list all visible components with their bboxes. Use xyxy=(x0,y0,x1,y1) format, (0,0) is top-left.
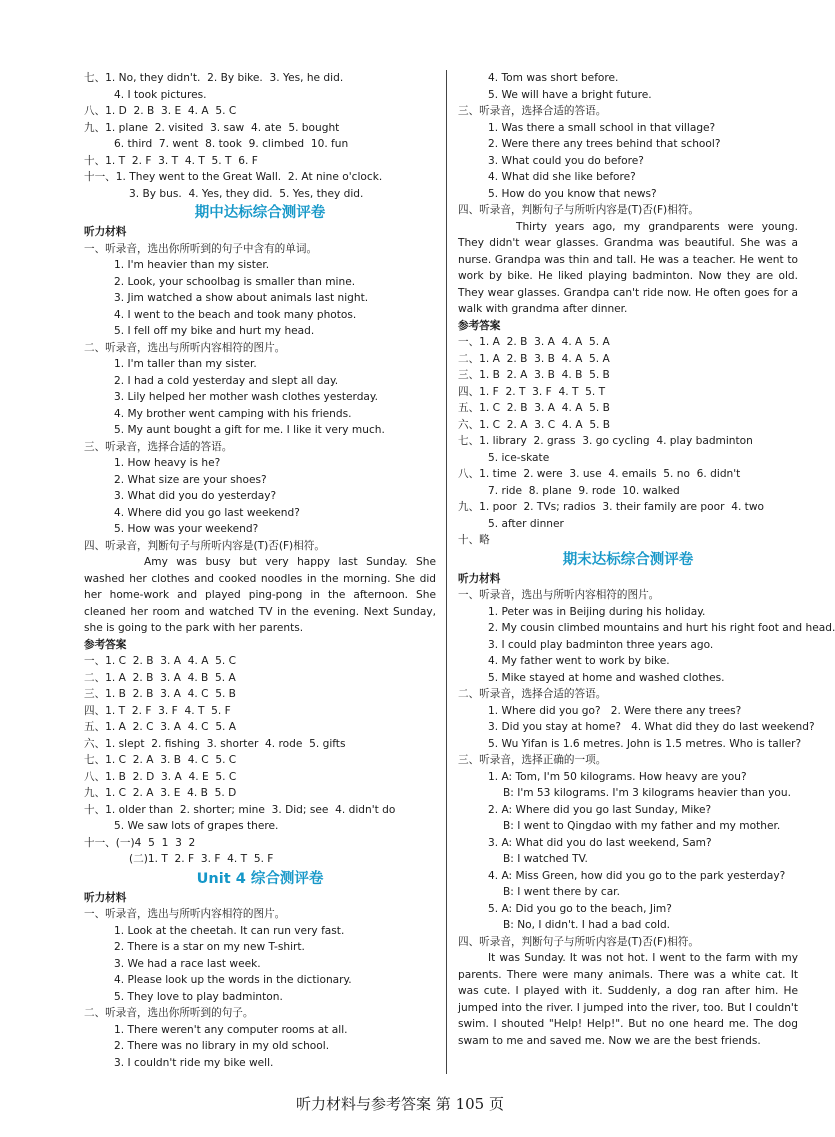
listening-line: 2. Look, your schoolbag is smaller than mine. xyxy=(114,275,356,288)
dialogue-line: 5. A: Did you go to the beach, Jim? xyxy=(488,902,672,915)
answer-line: 二、1. A 2. B 3. B 4. A 5. A xyxy=(458,352,610,365)
answer-line: 4. I took pictures. xyxy=(114,88,207,101)
dialogue-line: B: I watched TV. xyxy=(503,853,588,865)
midterm-passage: Amy was busy but very happy last Sunday. She washed her clothes and cooked noodles in the morning. She did her home-work and played ping-pong in the afternoon. She cleaned her room and watched TV in the evening. Next Sunday, she is going to the park with her parents. xyxy=(84,556,436,634)
answer-line: 四、1. F 2. T 3. F 4. T 5. T xyxy=(458,385,606,398)
left-column xyxy=(84,70,436,1071)
listening-line: 5. They love to play badminton. xyxy=(114,990,283,1003)
listening-line: 2. My cousin climbed mountains and hurt his right foot and head. xyxy=(488,622,835,634)
answer-line: 九、1. plane 2. visited 3. saw 4. ate 5. bought xyxy=(84,121,340,134)
listening-line: 5. How do you know that news? xyxy=(488,187,657,200)
question-heading: 一、听录音，选出你所听到的句子中含有的单词。 xyxy=(84,242,318,255)
answer-line: 6. third 7. went 8. took 9. climbed 10. fun xyxy=(114,138,349,150)
answer-line: 二、1. A 2. B 3. A 4. B 5. A xyxy=(84,671,236,684)
listening-line: 2. There was no library in my old school. xyxy=(114,1040,330,1052)
answer-line: 四、1. T 2. F 3. F 4. T 5. F xyxy=(84,704,231,717)
listening-line: 1. I'm taller than my sister. xyxy=(114,358,257,370)
listening-line: 1. Was there a small school in that village? xyxy=(488,121,716,134)
listening-line: 4. What did she like before? xyxy=(488,171,636,183)
listening-line: 4. Tom was short before. xyxy=(488,72,619,84)
listening-line: 5. I fell off my bike and hurt my head. xyxy=(114,325,315,337)
answer-line: 七、1. C 2. A 3. B 4. C 5. C xyxy=(84,754,237,766)
answer-line: 六、1. C 2. A 3. C 4. A 5. B xyxy=(458,418,611,431)
listening-line: 2. Were there any trees behind that school? xyxy=(488,138,721,150)
answer-line: 九、1. C 2. A 3. E 4. B 5. D xyxy=(84,787,237,799)
listening-line: 1. I'm heavier than my sister. xyxy=(114,259,270,271)
unit4-title: Unit 4 综合测评卷 xyxy=(196,870,324,887)
question-heading: 一、听录音，选出与所听内容相符的图片。 xyxy=(458,589,660,601)
dialogue-line: B: I'm 53 kilograms. I'm 3 kilograms heavier than you. xyxy=(503,787,791,799)
answer-line: 九、1. poor 2. TVs; radios 3. their family are poor 4. two xyxy=(458,501,764,513)
answer-line: 八、1. D 2. B 3. E 4. A 5. C xyxy=(84,105,237,117)
dialogue-line: 2. A: Where did you go last Sunday, Mike? xyxy=(488,803,712,816)
listening-line: 4. My brother went camping with his friends. xyxy=(114,407,352,420)
listening-line: 3. What could you do before? xyxy=(488,154,644,167)
final-title: 期末达标综合测评卷 xyxy=(562,551,694,568)
dialogue-line: 3. A: What did you do last weekend, Sam? xyxy=(488,836,712,849)
answer-line: 八、1. B 2. D 3. A 4. E 5. C xyxy=(84,770,237,783)
listening-line: 2. I had a cold yesterday and slept all day. xyxy=(114,374,339,387)
listening-line: 3. Did you stay at home? 4. What did they do last weekend? xyxy=(488,721,815,733)
question-heading: 四、听录音，判断句子与所听内容是(T)否(F)相符。 xyxy=(458,204,699,216)
listening-heading: 听力材料 xyxy=(458,572,501,585)
question-heading: 三、听录音，选择合适的答语。 xyxy=(458,105,607,117)
answer-line: (二)1. T 2. F 3. F 4. T 5. F xyxy=(129,853,274,865)
listening-line: 4. Please look up the words in the dictionary. xyxy=(114,974,352,986)
answer-line: 五、1. A 2. C 3. A 4. C 5. A xyxy=(84,721,237,733)
answer-line: 十、1. T 2. F 3. T 4. T 5. T 6. F xyxy=(84,154,258,167)
listening-line: 3. I couldn't ride my bike well. xyxy=(114,1056,274,1069)
listening-line: 5. We will have a bright future. xyxy=(488,88,652,101)
answer-line: 十、略 xyxy=(458,534,490,546)
answers-heading: 参考答案 xyxy=(458,319,501,332)
listening-line: 3. What did you do yesterday? xyxy=(114,490,277,502)
question-heading: 一、听录音，选出与所听内容相符的图片。 xyxy=(84,908,286,920)
question-heading: 二、听录音，选择合适的答语。 xyxy=(458,688,607,700)
answer-line: 十一、(一)4 5 1 3 2 xyxy=(84,836,196,849)
listening-line: 1. Look at the cheetah. It can run very fast. xyxy=(114,924,345,937)
listening-line: 2. What size are your shoes? xyxy=(114,473,267,486)
answer-line: 六、1. slept 2. fishing 3. shorter 4. rode 5. gifts xyxy=(84,737,346,750)
listening-line: 2. There is a star on my new T-shirt. xyxy=(114,941,305,953)
question-heading: 四、听录音，判断句子与所听内容是(T)否(F)相符。 xyxy=(458,935,699,948)
question-heading: 四、听录音，判断句子与所听内容是(T)否(F)相符。 xyxy=(84,539,325,552)
listening-line: 1. Where did you go? 2. Were there any trees? xyxy=(488,704,742,717)
answer-line: 5. after dinner xyxy=(488,517,564,530)
answer-line: 三、1. B 2. A 3. B 4. B 5. B xyxy=(458,369,610,381)
dialogue-line: 4. A: Miss Green, how did you go to the park yesterday? xyxy=(488,869,786,882)
listening-line: 4. I went to the beach and took many photos. xyxy=(114,308,357,321)
answer-line: 八、1. time 2. were 3. use 4. emails 5. no 6. didn't xyxy=(458,468,741,480)
listening-line: 3. Jim watched a show about animals last night. xyxy=(114,292,369,304)
farm-passage: It was Sunday. It was not hot. I went to the farm with my parents. There were many animals. There was a white cat. It was cute. I played with it. Suddenly, a dog ran after him. He jumped into the river. I jumped into the river, too. But I couldn't swim. I shouted "Help! Help!". But no one heard me. The dog swam to me and saved me. Now we are the best friends. xyxy=(458,952,798,1047)
answer-line: 5. We saw lots of grapes there. xyxy=(114,820,279,832)
answers-heading: 参考答案 xyxy=(84,638,127,651)
dialogue-line: 1. A: Tom, I'm 50 kilograms. How heavy are you? xyxy=(488,770,747,783)
midterm-title: 期中达标综合测评卷 xyxy=(194,205,326,221)
listening-heading: 听力材料 xyxy=(84,891,127,904)
answer-line: 十一、1. They went to the Great Wall. 2. At nine o'clock. xyxy=(84,171,383,183)
question-heading: 二、听录音，选出你所听到的句子。 xyxy=(84,1007,254,1019)
question-heading: 三、听录音，选择合适的答语。 xyxy=(84,440,233,453)
page-footer: 听力材料与参考答案 第 105 页 xyxy=(296,1095,504,1113)
listening-line: 3. Lily helped her mother wash clothes yesterday. xyxy=(114,391,379,403)
listening-line: 4. Where did you go last weekend? xyxy=(114,506,300,519)
answer-line: 三、1. B 2. B 3. A 4. C 5. B xyxy=(84,688,236,700)
question-heading: 二、听录音，选出与所听内容相符的图片。 xyxy=(84,341,286,354)
listening-line: 1. How heavy is he? xyxy=(114,457,221,469)
listening-line: 3. I could play badminton three years ago. xyxy=(488,638,714,651)
listening-line: 1. Peter was in Beijing during his holiday. xyxy=(488,605,706,618)
answer-line: 一、1. C 2. B 3. A 4. A 5. C xyxy=(84,655,237,667)
listening-line: 5. How was your weekend? xyxy=(114,523,259,535)
answer-line: 5. ice-skate xyxy=(488,451,550,464)
listening-line: 3. We had a race last week. xyxy=(114,957,261,970)
column-divider xyxy=(446,70,447,1074)
right-column xyxy=(458,70,835,1049)
grandparents-passage: Thirty years ago, my grandparents were young. They didn't wear glasses. Grandma was beautiful. She was a nurse. Grandpa was thin and tall. He was a teacher. He went to work by bike. He liked playing badminton. Now they are old. They wear glasses. Grandpa can't ride now. He often goes for a walk with grandma after dinner. xyxy=(458,220,798,315)
listening-line: 5. My aunt bought a gift for me. I like it very much. xyxy=(114,424,385,436)
listening-line: 5. Wu Yifan is 1.6 metres. John is 1.5 metres. Who is taller? xyxy=(488,737,802,750)
answer-line: 十、1. older than 2. shorter; mine 3. Did; see 4. didn't do xyxy=(84,803,396,816)
listening-heading: 听力材料 xyxy=(84,226,127,238)
answer-line: 一、1. A 2. B 3. A 4. A 5. A xyxy=(458,336,610,348)
answer-line: 7. ride 8. plane 9. rode 10. walked xyxy=(488,484,680,497)
question-heading: 三、听录音，选择正确的一项。 xyxy=(458,754,607,766)
answer-line: 五、1. C 2. B 3. A 4. A 5. B xyxy=(458,402,610,414)
listening-line: 5. Mike stayed at home and washed clothes. xyxy=(488,671,725,684)
answer-line: 七、1. No, they didn't. 2. By bike. 3. Yes, he did. xyxy=(84,72,344,84)
dialogue-line: B: I went there by car. xyxy=(503,886,620,898)
listening-line: 4. My father went to work by bike. xyxy=(488,655,670,667)
dialogue-line: B: I went to Qingdao with my father and my mother. xyxy=(503,820,781,832)
dialogue-line: B: No, I didn't. I had a bad cold. xyxy=(503,919,671,931)
listening-line: 1. There weren't any computer rooms at all. xyxy=(114,1023,348,1036)
answer-line: 3. By bus. 4. Yes, they did. 5. Yes, they did. xyxy=(129,187,364,200)
answer-line: 七、1. library 2. grass 3. go cycling 4. play badminton xyxy=(458,435,753,447)
